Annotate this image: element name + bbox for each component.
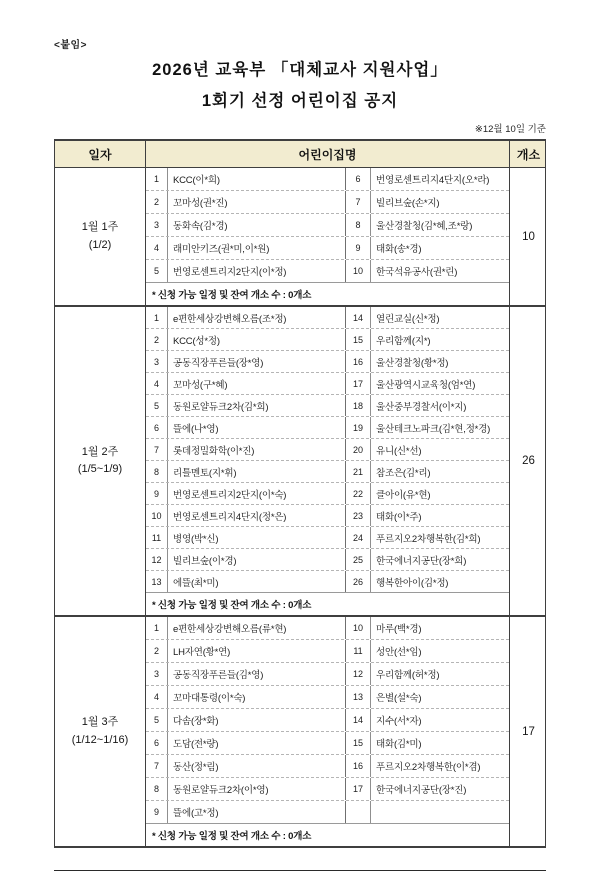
row-number: 15 <box>346 732 371 754</box>
daycare-name: 래미안키즈(권*미,이*원) <box>168 237 346 259</box>
row-number: 9 <box>146 483 168 504</box>
section-footer-note: * 신청 가능 일정 및 잔여 개소 수 : 0개소 <box>152 600 312 611</box>
daycare-name: 울산경찰청(황*정) <box>376 357 449 369</box>
daycare-name: 울산경찰청(김*혜,조*랑) <box>376 221 473 232</box>
row-number: 10 <box>346 617 371 639</box>
daycare-name: 뜰에(나*영) <box>168 417 346 438</box>
daycare-name: 번영로센트리지2단지(이*숙) <box>168 483 346 504</box>
table-header-row <box>55 141 545 168</box>
daycare-name: 우리함께(허*정) <box>376 670 440 681</box>
daycare-name: 공동직장푸른들(장*영) <box>168 351 346 372</box>
table-row <box>146 439 509 461</box>
table-row <box>146 483 509 505</box>
daycare-name: 성안(선*임) <box>376 647 422 658</box>
daycare-name: 행복한아이(김*정) <box>376 577 449 589</box>
row-number: 13 <box>346 686 371 708</box>
row-number: 20 <box>346 439 371 460</box>
row-number: 14 <box>346 307 371 328</box>
week-date-range: (1/2) <box>88 238 112 251</box>
table-row <box>146 571 509 593</box>
daycare-name: 푸르지오2차행복한(김*희) <box>376 533 481 545</box>
row-number: 8 <box>146 778 168 800</box>
row-number <box>346 801 371 823</box>
daycare-name: 꼬마대통령(이*숙) <box>168 686 346 708</box>
daycare-name: 번영로센트리지4단지(정*은) <box>168 505 346 526</box>
row-number: 26 <box>346 571 371 592</box>
table-row <box>146 549 509 571</box>
row-number: 5 <box>146 709 168 731</box>
table-row <box>146 237 509 260</box>
row-number: 3 <box>146 351 168 372</box>
table-row <box>146 663 509 686</box>
daycare-name: 태화(송*경) <box>376 244 422 255</box>
week-label-cell <box>55 168 145 305</box>
document-title-line1: 2026년 교육부 「대체교사 지원사업」 <box>152 61 448 79</box>
row-number: 15 <box>346 329 371 350</box>
row-number: 8 <box>346 214 371 236</box>
row-number: 3 <box>146 214 168 236</box>
row-number: 22 <box>346 483 371 504</box>
daycare-name: 열린교실(신*정) <box>376 313 440 325</box>
document-page <box>0 36 600 871</box>
table-row <box>146 686 509 709</box>
daycare-name: 꼬마성(구*혜) <box>168 373 346 394</box>
row-number: 6 <box>346 168 371 190</box>
daycare-name: 동원로얄듀크2차(이*영) <box>168 778 346 800</box>
daycare-name: 공동직장푸른들(김*영) <box>168 663 346 685</box>
table-row <box>146 640 509 663</box>
daycare-name: 롯데정밀화학(이*진) <box>168 439 346 460</box>
row-number: 9 <box>146 801 168 823</box>
row-number: 1 <box>146 168 168 190</box>
daycare-name: 다솜(장*화) <box>168 709 346 731</box>
week-label-cell <box>55 307 145 615</box>
table-row <box>146 801 509 824</box>
daycare-name: 빌리브숲(손*지) <box>376 198 440 209</box>
document-title-line2: 1회기 선정 어린이집 공지 <box>201 92 399 110</box>
row-number: 2 <box>146 191 168 213</box>
daycare-name-grid <box>145 617 510 846</box>
row-number: 5 <box>146 395 168 416</box>
header-count: 개소 <box>516 147 541 162</box>
daycare-name: 유니(신*선) <box>376 445 422 457</box>
row-number: 5 <box>146 260 168 282</box>
daycare-name: e편한세상강변해오름(조*정) <box>168 307 346 328</box>
row-number: 4 <box>146 373 168 394</box>
table-body <box>55 168 545 846</box>
table-row <box>146 709 509 732</box>
row-number: 11 <box>346 640 371 662</box>
count-cell: 26 <box>522 455 535 467</box>
daycare-name: 도담(전*량) <box>168 732 346 754</box>
row-number: 19 <box>346 417 371 438</box>
page-footer-rule <box>54 870 546 871</box>
row-number: 24 <box>346 527 371 548</box>
count-cell: 17 <box>522 725 535 738</box>
row-number: 10 <box>346 260 371 282</box>
row-number: 2 <box>146 329 168 350</box>
row-number: 7 <box>146 755 168 777</box>
table-row <box>146 778 509 801</box>
row-number: 6 <box>146 417 168 438</box>
week-section <box>55 307 545 617</box>
daycare-name-grid <box>145 307 510 615</box>
table-row <box>146 214 509 237</box>
table-row <box>146 527 509 549</box>
row-number: 23 <box>346 505 371 526</box>
daycare-name: e편한세상강변해오름(류*현) <box>168 617 346 639</box>
row-number: 14 <box>346 709 371 731</box>
row-number: 6 <box>146 732 168 754</box>
daycare-name: 우리함께(지*) <box>376 335 431 347</box>
week-date-range: (1/5~1/9) <box>77 463 123 475</box>
row-number: 18 <box>346 395 371 416</box>
daycare-table <box>54 139 546 848</box>
daycare-name: 지수(서*자) <box>376 716 422 727</box>
header-date: 일자 <box>88 147 112 162</box>
table-row <box>146 351 509 373</box>
daycare-name: 동화속(김*경) <box>168 214 346 236</box>
week-label-cell <box>55 617 145 846</box>
table-row <box>146 505 509 527</box>
daycare-name: 참조은(김*리) <box>376 467 431 479</box>
week-label: 1월 1주 <box>81 221 119 234</box>
section-footer-note: * 신청 가능 일정 및 잔여 개소 수 : 0개소 <box>152 831 312 842</box>
daycare-name: 푸르지오2차행복한(이*겸) <box>376 762 481 773</box>
table-row <box>146 260 509 283</box>
daycare-name: 리틀멘토(지*휘) <box>168 461 346 482</box>
daycare-name: 울산중부경찰서(이*지) <box>376 401 467 413</box>
row-number: 7 <box>146 439 168 460</box>
row-number: 8 <box>146 461 168 482</box>
table-row <box>146 168 509 191</box>
row-number: 12 <box>346 663 371 685</box>
row-number: 2 <box>146 640 168 662</box>
row-number: 9 <box>346 237 371 259</box>
header-name: 어린이집명 <box>145 141 510 167</box>
row-number: 1 <box>146 617 168 639</box>
row-number: 12 <box>146 549 168 570</box>
daycare-name: 번영로센트리지4단지(오*라) <box>376 175 490 186</box>
daycare-name: 태화(이*주) <box>376 511 422 523</box>
count-cell: 10 <box>522 230 535 243</box>
daycare-name-grid <box>145 168 510 305</box>
section-footer-note: * 신청 가능 일정 및 잔여 개소 수 : 0개소 <box>152 290 312 301</box>
row-number: 16 <box>346 755 371 777</box>
row-number: 21 <box>346 461 371 482</box>
table-row <box>146 732 509 755</box>
row-number: 4 <box>146 686 168 708</box>
row-number: 11 <box>146 527 168 548</box>
daycare-name: 태화(김*미) <box>376 739 422 750</box>
table-row <box>146 755 509 778</box>
daycare-name: 에뜰(최*미) <box>168 571 346 592</box>
daycare-name: 울산테크노파크(김*현,정*경) <box>376 423 491 435</box>
table-row <box>146 395 509 417</box>
week-date-range: (1/12~1/16) <box>71 733 129 746</box>
row-number: 16 <box>346 351 371 372</box>
daycare-name: KCC(성*정) <box>168 329 346 350</box>
week-section <box>55 617 545 846</box>
row-number: 13 <box>146 571 168 592</box>
row-number: 7 <box>346 191 371 213</box>
row-number: 17 <box>346 778 371 800</box>
daycare-name: KCC(이*희) <box>168 168 346 190</box>
table-row <box>146 617 509 640</box>
daycare-name: 울산광역시교육청(엄*연) <box>376 379 476 391</box>
row-number: 25 <box>346 549 371 570</box>
daycare-name: 마루(백*경) <box>376 624 422 635</box>
daycare-name: 한국석유공사(권*린) <box>376 267 458 278</box>
row-number: 10 <box>146 505 168 526</box>
daycare-name: 한국에너지공단(장*진) <box>376 785 467 796</box>
daycare-name: 은별(설*숙) <box>376 693 422 704</box>
table-row <box>146 417 509 439</box>
attachment-label: <붙임> <box>54 40 87 51</box>
row-number: 3 <box>146 663 168 685</box>
reference-date-note: ※12월 10일 기준 <box>474 124 546 135</box>
row-number: 17 <box>346 373 371 394</box>
table-row <box>146 191 509 214</box>
table-row <box>146 373 509 395</box>
daycare-name: 번영로센트리지2단지(이*정) <box>168 260 346 282</box>
daycare-name: 한국에너지공단(장*희) <box>376 555 467 567</box>
table-row <box>146 461 509 483</box>
row-number: 1 <box>146 307 168 328</box>
week-label: 1월 2주 <box>81 445 119 458</box>
daycare-name: 뜰에(고*정) <box>168 801 346 823</box>
daycare-name <box>371 801 511 823</box>
daycare-name: LH자연(황*연) <box>168 640 346 662</box>
daycare-name: 동원로얄듀크2차(김*희) <box>168 395 346 416</box>
daycare-name: 병영(박*신) <box>168 527 346 548</box>
week-section <box>55 168 545 307</box>
row-number: 4 <box>146 237 168 259</box>
daycare-name: 클아이(유*현) <box>376 489 431 501</box>
daycare-name: 꼬마성(권*진) <box>168 191 346 213</box>
daycare-name: 빌리브숲(이*경) <box>168 549 346 570</box>
table-row <box>146 307 509 329</box>
daycare-name: 동산(정*림) <box>168 755 346 777</box>
week-label: 1월 3주 <box>81 716 119 729</box>
table-row <box>146 329 509 351</box>
